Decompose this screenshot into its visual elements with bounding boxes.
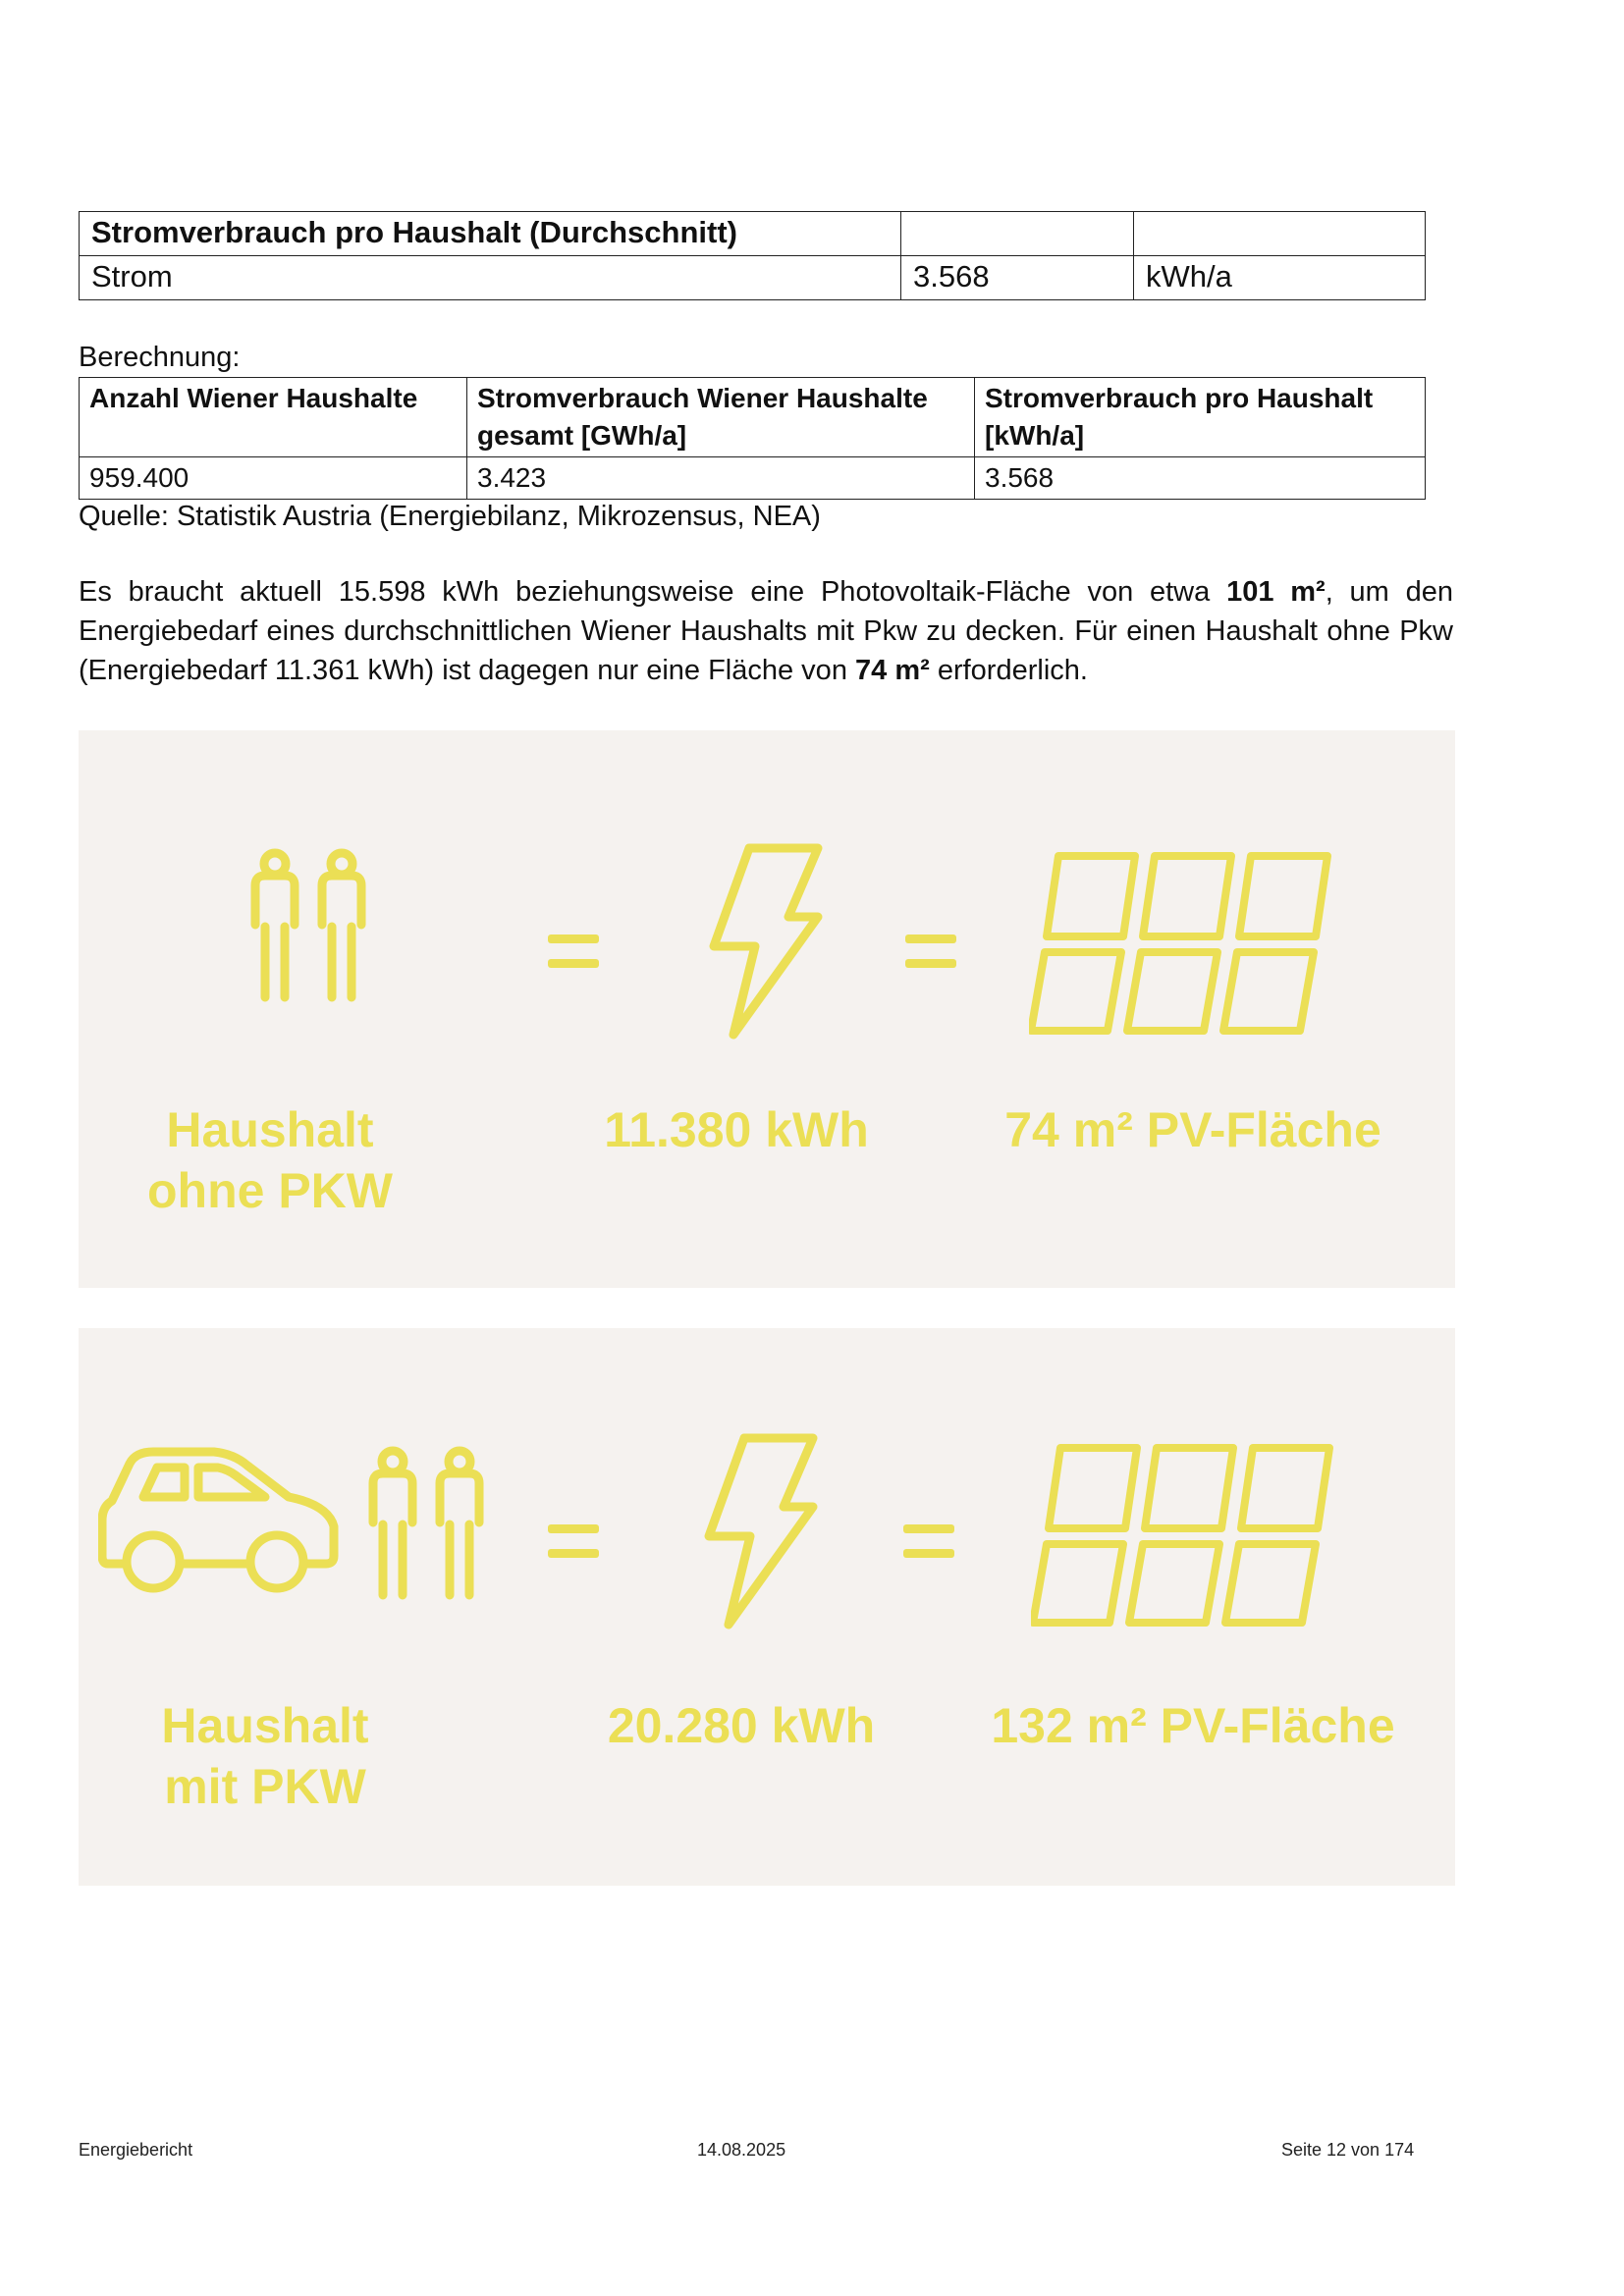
lightning-icon bbox=[702, 840, 830, 1046]
table2-cell: 3.423 bbox=[467, 457, 975, 500]
lightning-icon bbox=[697, 1430, 825, 1636]
household-consumption-table bbox=[79, 211, 1426, 300]
energy-value: 20.280 kWh bbox=[607, 1698, 876, 1753]
person-icon bbox=[245, 848, 452, 1015]
table1-empty-cell bbox=[1134, 212, 1426, 256]
paragraph-text: Es braucht aktuell 15.598 kWh beziehungsweise eine Photovoltaik-Fläche von etwa bbox=[79, 576, 1227, 608]
label-line: mit PKW bbox=[164, 1759, 366, 1814]
car-icon bbox=[98, 1436, 344, 1603]
pv-area-value: 132 m² PV-Fläche bbox=[991, 1698, 1395, 1753]
table2-cell: 3.568 bbox=[975, 457, 1426, 500]
table2-header: Stromverbrauch Wiener Haushalte gesamt [GWh/a] bbox=[467, 378, 975, 457]
paragraph-text: erforderlich. bbox=[929, 655, 1088, 686]
body-paragraph bbox=[79, 572, 1453, 690]
footer-title: Energiebericht bbox=[79, 2140, 193, 2160]
paragraph-bold: 74 m² bbox=[855, 655, 930, 686]
pv-area-value: 74 m² PV-Fläche bbox=[1004, 1102, 1381, 1157]
equals-icon bbox=[548, 934, 599, 968]
infographic-without-car bbox=[79, 730, 1455, 1288]
label-line: ohne PKW bbox=[147, 1163, 393, 1218]
label-line: Haushalt bbox=[166, 1102, 374, 1157]
equals-icon bbox=[548, 1524, 599, 1558]
infographic-with-car bbox=[79, 1328, 1455, 1886]
equals-icon bbox=[905, 934, 956, 968]
calculation-table bbox=[79, 377, 1426, 500]
footer-date: 14.08.2025 bbox=[697, 2140, 786, 2160]
table1-row-label: Strom bbox=[80, 256, 901, 300]
label-line: Haushalt bbox=[161, 1698, 369, 1753]
infographic-label bbox=[133, 1695, 398, 1817]
paragraph-bold: 101 m² bbox=[1226, 576, 1326, 608]
paragraph-text: , um den Energiebedarf eines durchschnittlichen Wiener Haushalts mit Pkw zu decken. Für einen Haushalt ohne Pkw (Energiebedarf 11.361 kWh) ist dagegen nur eine Fläche von bbox=[79, 576, 1454, 686]
energy-value: 11.380 kWh bbox=[604, 1102, 869, 1157]
solar-panel-icon bbox=[1031, 1442, 1365, 1629]
table2-header: Stromverbrauch pro Haushalt [kWh/a] bbox=[975, 378, 1426, 457]
table1-empty-cell bbox=[901, 212, 1134, 256]
infographic-label bbox=[137, 1099, 403, 1221]
calculation-label: Berechnung: bbox=[79, 342, 241, 373]
source-note: Quelle: Statistik Austria (Energiebilanz, Mikrozensus, NEA) bbox=[79, 501, 821, 532]
table2-cell: 959.400 bbox=[80, 457, 467, 500]
footer-page-number: Seite 12 von 174 bbox=[1281, 2140, 1415, 2160]
person-icon bbox=[363, 1446, 569, 1613]
table1-header: Stromverbrauch pro Haushalt (Durchschnitt) bbox=[80, 212, 901, 256]
table2-header: Anzahl Wiener Haushalte bbox=[80, 378, 467, 457]
equals-icon bbox=[903, 1524, 954, 1558]
solar-panel-icon bbox=[1029, 850, 1363, 1037]
table1-row-value: 3.568 bbox=[901, 256, 1134, 300]
table1-row-unit: kWh/a bbox=[1134, 256, 1426, 300]
